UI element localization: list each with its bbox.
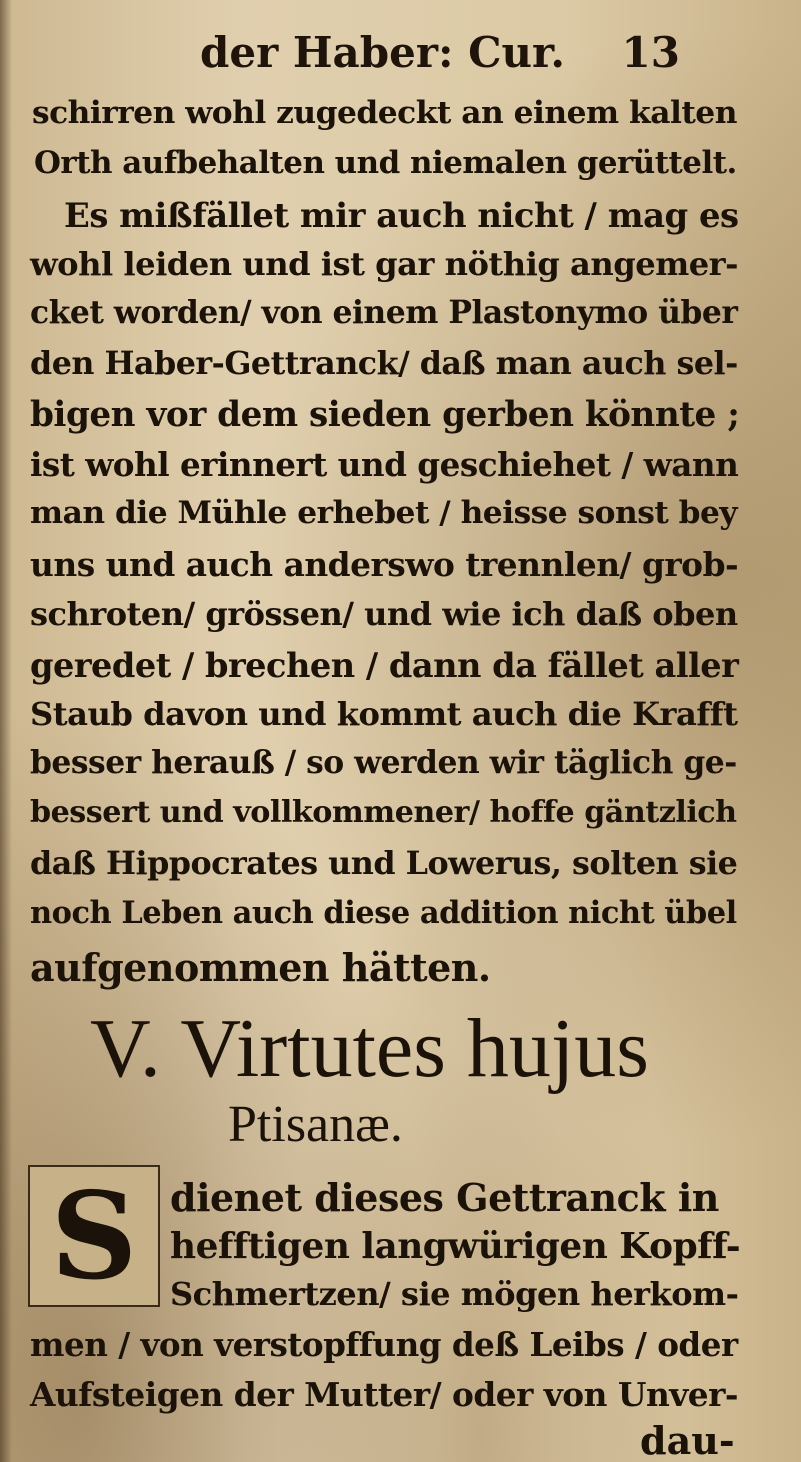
page-header <box>200 28 720 88</box>
text-line: schroten/ grössen/ und wie ich daß oben <box>30 595 738 633</box>
text-line: ist wohl erinnert und geschiehet / wann <box>30 445 739 484</box>
text-line: Schmertzen/ sie mögen herkom- <box>170 1275 739 1313</box>
text-line: bigen vor dem sieden gerben könnte ; <box>30 395 740 435</box>
text-line: aufgenommen hätten. <box>30 945 491 990</box>
text-line: noch Leben auch diese addition nicht übel <box>30 895 737 931</box>
text-line: hefftigen langwürigen Kopff- <box>170 1225 741 1267</box>
text-line: den Haber-Gettranck/ daß man auch sel- <box>30 345 738 382</box>
text-line: Aufsteigen der Mutter/ oder von Unver- <box>30 1375 739 1414</box>
decorated-initial <box>28 1165 160 1307</box>
initial-letter: S <box>50 1165 138 1307</box>
text-line: cket worden/ von einem Plastonymo über <box>30 295 738 331</box>
binding-shadow <box>0 0 12 1462</box>
text-line: Staub davon und kommt auch die Krafft <box>30 695 738 733</box>
text-line: schirren wohl zugedeckt an einem kalten <box>32 95 737 131</box>
text-line: men / von verstopffung deß Leibs / oder <box>30 1325 738 1364</box>
text-line: Orth aufbehalten und niemalen gerüttelt. <box>34 145 737 181</box>
section-subheading: Ptisanæ. <box>228 1096 403 1153</box>
text-line: man die Mühle erhebet / heisse sonst bey <box>30 495 738 531</box>
text-line: uns und auch anderswo trennlen/ grob- <box>30 545 739 584</box>
text-line: besser herauß / so werden wir täglich ge- <box>30 745 737 781</box>
text-line: Es mißfället mir auch nicht / mag es <box>64 195 739 235</box>
text-line: dienet dieses Gettranck in <box>170 1175 719 1220</box>
text-line: geredet / brechen / dann da fället aller <box>30 645 739 685</box>
text-line: wohl leiden und ist gar nöthig angemer- <box>30 245 738 283</box>
text-line: daß Hippocrates und Lowerus, solten sie <box>30 845 738 882</box>
section-heading: V. Virtutes hujus <box>90 1002 649 1095</box>
page-number: 13 <box>621 28 680 77</box>
text-line: bessert und vollkommener/ hoffe gäntzlich <box>30 795 737 830</box>
catchword: dau- <box>640 1418 735 1462</box>
running-head: der Haber: Cur. <box>200 28 565 77</box>
